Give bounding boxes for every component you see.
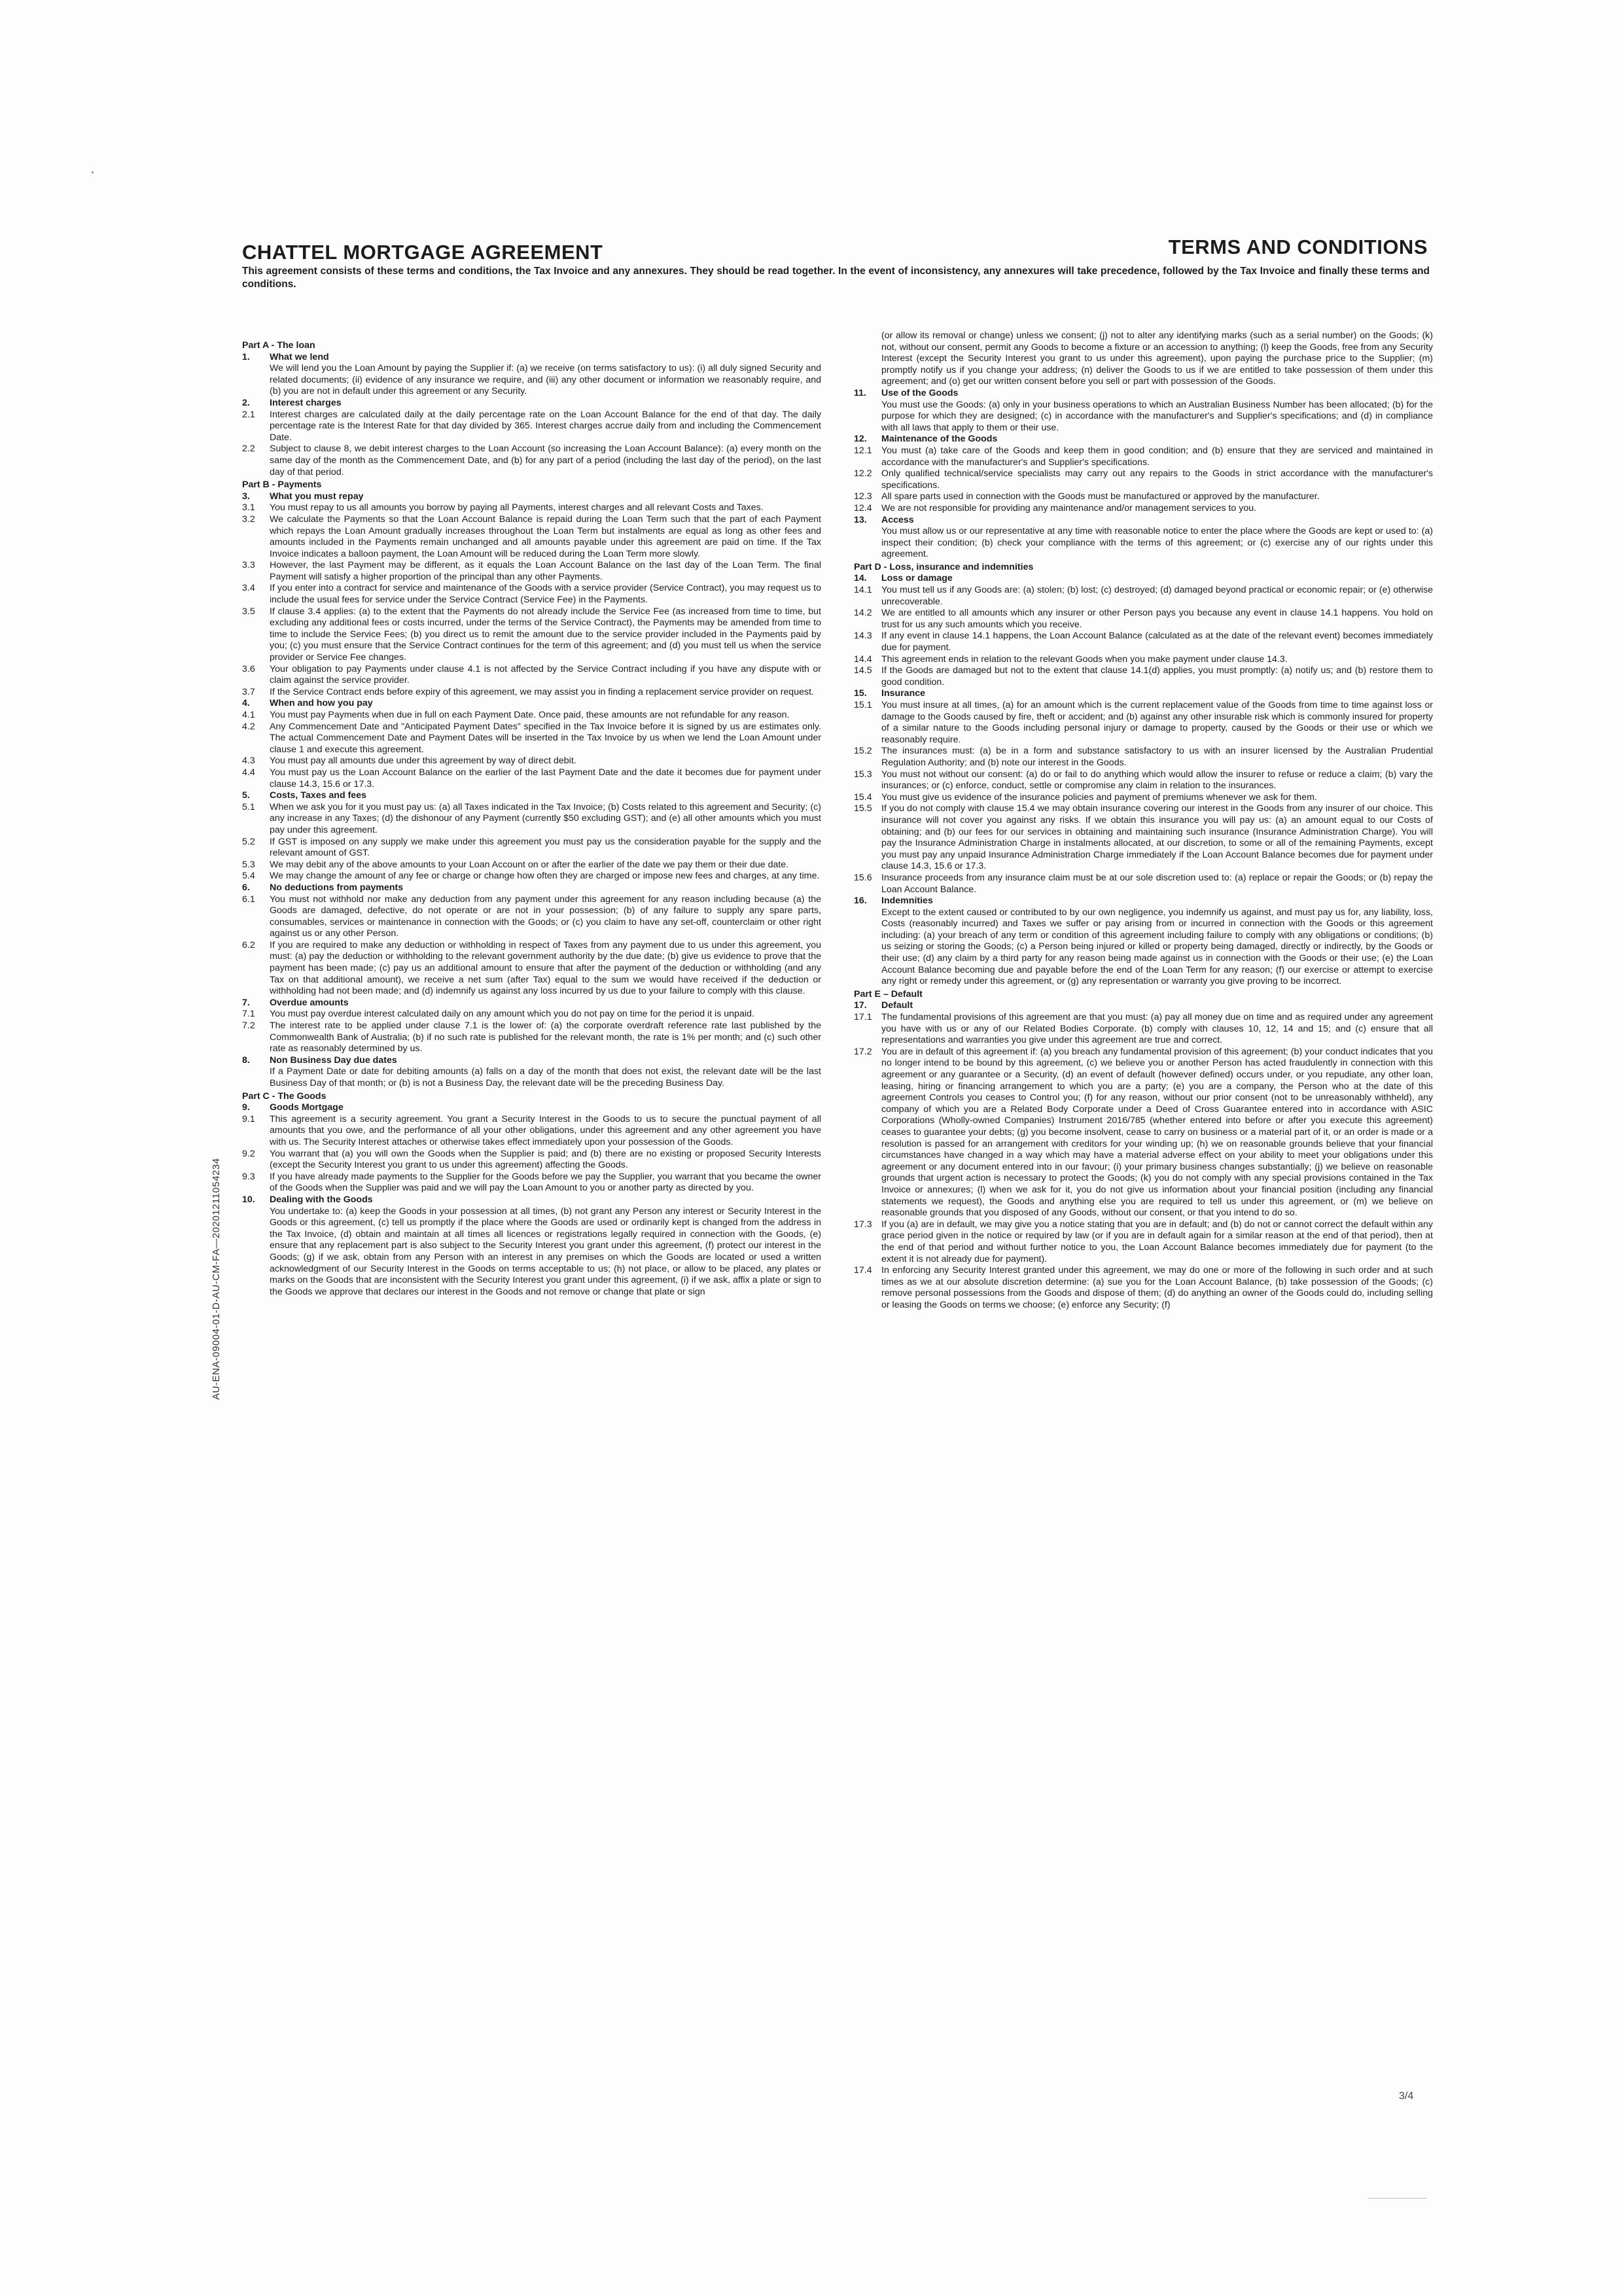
clause-text: You must not withhold nor make any deduction from any payment under this agreement for any reason including because (a) the Goods are damaged, defective, do not operate or are not in your possession; (b) of any failure to supply any spare parts, consumables, services or maintenance in connection with the Goods; or (c) you claim to have any set-off, counterclaim or other right against us or any other Person. — [270, 894, 821, 939]
clause-heading — [854, 1000, 1433, 1012]
clause-paragraph — [854, 631, 1433, 653]
clause-number: 3.4 — [242, 583, 255, 594]
clause-text: You are in default of this agreement if: (a) you breach any fundamental provision of this agreement; (b) your conduct indicates that you no longer intend to be bound by this agreement, (c) we believe you or another Person has acted fraudulently in connection with this agreement or any guarantee or a Security, (d) an event of default (however defined) occurs under, or you repudiate, any other loan, leasing, hiring or financing arrangement to which you are a party; (e) you are a company, the Person who at the date of this agreement Controls you ceases to Control you; (f) for any reason, without our prior consent (not to be unreasonably withheld), any company of which you are a Related Body Corporate under a Deed of Cross Guarantee entered into in accordance with ASIC Corporations (Wholly-owned Companies) Instrument 2016/785 (whether entered into before or after you execute this agreement) ceases to guarantee your debts; (g) you become insolvent, cease to carry on business or a material part of it, or an order is made or a resolution is passed for an arrangement with creditors for your winding up; (h) we on reasonable grounds believe that your financial circumstances have changed in a way which may have a material adverse effect on your ability to meet your obligations under this agreement or any document entered into in our favour; (i) your primary business changes substantially; (j) we believe on reasonable grounds that urgent action is necessary to protect the Goods; (k) you do not comply with any special provisions contained in the Tax Invoice or annexures; (l) when we ask for it, you do not give us information about your financial position (including any financial statements we request), the Goods and anything else you are required to tell us under this agreement, or (m) we believe on reasonable grounds that you disposed of any Goods, without our consent, or that you intend to do so. — [881, 1046, 1433, 1219]
clause-paragraph — [854, 792, 1433, 804]
clause-paragraph — [242, 1020, 821, 1055]
clause-heading-text: Indemnities — [881, 896, 933, 907]
clause-text: We are entitled to all amounts which any insurer or other Person pays you because any event in clause 14.1 happens. You hold on trust for us any such amounts which you receive. — [881, 608, 1433, 630]
clause-number: 17.4 — [854, 1265, 872, 1276]
clause-number: 6. — [242, 882, 250, 893]
clause-number: 3.6 — [242, 663, 255, 674]
clause-number: 17.2 — [854, 1046, 872, 1057]
clause-number: 14.2 — [854, 608, 872, 619]
clause-paragraph — [854, 654, 1433, 666]
clause-heading — [242, 1194, 821, 1206]
clause-number: 14.3 — [854, 631, 872, 642]
clause-number: 14.4 — [854, 653, 872, 665]
clause-text: When we ask you for it you must pay us: (a) all Taxes indicated in the Tax Invoice; (b) Costs related to this agreement and Security; (c) any increase in any Taxes; (d) the dishonour of any Payment (currently $50 excluding GST); and (e) all other amounts which you must pay under this agreement. — [270, 801, 821, 835]
clause-number: 6.2 — [242, 939, 255, 950]
clause-number: 3. — [242, 491, 250, 502]
clause-number: 13. — [854, 514, 867, 525]
clause-text: You warrant that (a) you will own the Goods when the Supplier is paid; and (b) there are no existing or proposed Security Interests (except the Security Interest you grant to us under this agreement) affecting the Goods. — [270, 1148, 821, 1171]
clause-paragraph — [854, 803, 1433, 873]
clause-paragraph — [242, 871, 821, 882]
clause-heading-text: Non Business Day due dates — [270, 1054, 397, 1066]
clause-number: 15.1 — [854, 700, 872, 710]
clause-text: The insurances must: (a) be in a form and substance satisfactory to us with an insurer licensed by the Australian Prudential Regulation Authority; and (b) note our interest in the Goods. — [881, 746, 1433, 768]
clause-number: 15.6 — [854, 872, 872, 883]
clause-number: 9. — [242, 1102, 250, 1113]
clause-number: 3.7 — [242, 686, 255, 697]
clause-paragraph — [242, 664, 821, 687]
clause-paragraph — [242, 583, 821, 606]
clause-paragraph — [854, 503, 1433, 515]
clause-text: This agreement is a security agreement. You grant a Security Interest in the Goods to us to secure the punctual payment of all amounts that you owe, and the performance of all your other obligations, under this agreement and any other agreement you have with us. The Security Interest attaches or otherwise takes effect immediately upon your possession of the Goods. — [270, 1113, 821, 1147]
clause-paragraph — [854, 769, 1433, 792]
clause-paragraph — [242, 722, 821, 756]
body-paragraph: You undertake to: (a) keep the Goods in your possession at all times, (b) not grant any Person any interest or Security Interest in the Goods or this agreement, (c) tell us promptly if the place where the Goods are used or ordinarily kept is changed from the address in the Tax Invoice, (d) obtain and maintain at all times all licences or registrations legally required in connection with the Goods, (e) ensure that any replacement part is also subject to the Security Interest you grant under this agreement, (f) protect our interest in the Goods; (g) if we ask, obtain from any Person with an interest in any premises on which the Goods are located or used a written acknowledgment of our Security Interest in the Goods on terms acceptable to us; (h) not place, or allow to be placed, any plates or marks on the Goods that are inconsistent with the Security Interest you grant under this agreement, (i) if we ask, affix a plate or sign to the Goods we approve that declares our interest in the Goods and not remove or change that plate or sign — [270, 1206, 821, 1297]
body-paragraph: Except to the extent caused or contributed to by our own negligence, you indemnify us against, and must pay us for, any liability, loss, Costs (reasonably incurred) and Taxes we suffer or pay arising from or incurred in connection with the Goods or this agreement including: (a) your breach of any term or condition of this agreement including failure to comply with any obligations or conditions; (b) us seizing or storing the Goods; (c) a Person being injured or killed or property being damaged, directly or indirectly, by the Goods or their use; (d) any claim by a third party for any reason being made against us in connection with the Goods or their use; (e) the Loan Account Balance becoming due and payable before the end of the Loan Term for any reason; (f) our exercise or attempt to exercise any right or remedy under this agreement, or (g) any representation or warranty you give proving to be incorrect. — [881, 907, 1433, 987]
clause-text: If the Service Contract ends before expiry of this agreement, we may assist you in finding a replacement service provider on request. — [270, 686, 814, 697]
clause-heading — [242, 1055, 821, 1067]
clause-number: 17. — [854, 1000, 867, 1011]
clause-text: We may change the amount of any fee or charge or change how often they are charged or impose new fees and charges, at any time. — [270, 871, 820, 882]
clause-text: If you (a) are in default, we may give you a notice stating that you are in default; and (b) do not or cannot correct the default within any grace period given in the notice or required by law (or if you are in default again for a similar reason at the end of that period), then at the end of that period and without further notice to you, the Loan Account Balance becomes immediately due for payment (to the extent it is not already due for payment). — [881, 1219, 1433, 1264]
clause-paragraph — [854, 665, 1433, 688]
clause-paragraph — [854, 1047, 1433, 1219]
clause-number: 3.2 — [242, 513, 255, 525]
clause-paragraph — [242, 606, 821, 664]
clause-paragraph — [854, 700, 1433, 746]
clause-heading-text: Use of the Goods — [881, 387, 959, 398]
clause-text: You must tell us if any Goods are: (a) stolen; (b) lost; (c) destroyed; (d) damaged beyond practical or economic repair; or (e) otherwise unrecoverable. — [881, 585, 1433, 607]
clause-paragraph — [854, 1265, 1433, 1311]
clause-number: 12.2 — [854, 468, 872, 479]
clause-text: If clause 3.4 applies: (a) to the extent that the Payments do not already include the Service Fee (as increased from time to time, but excluding any additional fees or costs incurred, under the terms of the Service Contract), the Payments may be amended from time to time to include the Service Fees; (b) you direct us to remit the amount due to the service provider included in the Payments paid by you; (c) you must ensure that the Service Contract continues for the term of this agreement; and (d) you must tell us when the service provider or Service Fee changes. — [270, 606, 821, 663]
clause-number: 7. — [242, 997, 250, 1008]
clause-paragraph — [242, 1009, 821, 1020]
clause-paragraph — [242, 1149, 821, 1172]
clause-text: Only qualified technical/service specialists may carry out any repairs to the Goods in strict accordance with the manufacturer's specifications. — [881, 468, 1433, 491]
clause-paragraph — [854, 1012, 1433, 1047]
clause-number: 4. — [242, 698, 250, 709]
clause-text: Your obligation to pay Payments under clause 4.1 is not affected by the Service Contract including if you have any dispute with or claim against the service provider. — [270, 663, 821, 686]
clause-paragraph — [242, 687, 821, 699]
clause-heading — [242, 998, 821, 1009]
clause-number: 15.4 — [854, 791, 872, 803]
clause-number: 1. — [242, 351, 250, 362]
scan-artifact-line — [1368, 2198, 1426, 2199]
clause-number: 7.1 — [242, 1009, 255, 1020]
clause-paragraph — [242, 560, 821, 583]
clause-text: If GST is imposed on any supply we make under this agreement you must pay us the consideration payable for the supply and the relevant amount of GST. — [270, 836, 821, 859]
clause-paragraph — [242, 860, 821, 871]
clause-paragraph — [242, 514, 821, 560]
clause-heading — [242, 1102, 821, 1114]
part-heading: Part B - Payments — [242, 479, 322, 491]
clause-number: 4.4 — [242, 767, 255, 778]
clause-number: 15.2 — [854, 746, 872, 757]
terms-heading: TERMS AND CONDITIONS — [1168, 235, 1428, 258]
clause-number: 12.4 — [854, 502, 872, 513]
clause-heading-text: Default — [881, 1000, 913, 1011]
clause-text: We may debit any of the above amounts to your Loan Account on or after the earlier of the date we pay them or their due date. — [270, 859, 789, 870]
clause-heading — [242, 790, 821, 802]
left-column — [242, 339, 821, 1298]
clause-heading-text: No deductions from payments — [270, 882, 404, 893]
body-paragraph: If a Payment Date or date for debiting amounts (a) falls on a day of the month that does not exist, the relevant date will be the last Business Day of that month; or (b) is not a Business Day, the relevant date will be the preceding Business Day. — [270, 1066, 821, 1088]
clause-heading — [242, 352, 821, 364]
clause-heading-text: Dealing with the Goods — [270, 1194, 373, 1205]
clause-number: 2.2 — [242, 444, 255, 455]
clause-text: You must pay overdue interest calculated daily on any amount which you do not pay on time for the period it is unpaid. — [270, 1009, 754, 1020]
clause-number: 8. — [242, 1054, 250, 1066]
clause-text: Interest charges are calculated daily at the daily percentage rate on the Loan Account Balance for the end of that day. The daily percentage rate is the Interest Rate for that day divided by 365. Interest charges accrue daily from and including the Commencement Date. — [270, 409, 821, 443]
clause-text: You must pay Payments when due in full on each Payment Date. Once paid, these amounts are not refundable for any reason. — [270, 710, 790, 720]
clause-heading — [242, 698, 821, 710]
clause-paragraph — [242, 502, 821, 514]
clause-heading — [854, 434, 1433, 445]
clause-text: You must repay to us all amounts you borrow by paying all Payments, interest charges and all relevant Costs and Taxes. — [270, 502, 764, 513]
clause-heading-text: Overdue amounts — [270, 997, 349, 1008]
clause-number: 12.3 — [854, 491, 872, 502]
clause-text: You must pay all amounts due under this agreement by way of direct debit. — [270, 756, 576, 767]
clause-text: If you have already made payments to the Supplier for the Goods before we pay the Supplier, you warrant that you became the owner of the Goods when the Supplier was paid and we will pay the Loan Amount to you or another party as directed by you. — [270, 1171, 821, 1194]
clause-text: If you are required to make any deduction or withholding in respect of Taxes from any payment due to us under this agreement, you must: (a) pay the deduction or withholding to the relevant government authority by the due date; (b) give us evidence to prove that the payment has been made; (c) pay us an additional amount to ensure that after the payment of the deduction or withholding (and any Tax on that additional amount), we receive a net sum (after Tax) equal to the sum we would have received if the deduction or withholding had not been made; and (d) indemnify us against any loss incurred by us due to your failure to comply with this clause. — [270, 939, 821, 997]
clause-text: This agreement ends in relation to the relevant Goods when you make payment under clause 14.3. — [881, 653, 1288, 665]
clause-text: However, the last Payment may be different, as it equals the Loan Account Balance on the last day of the Loan Term. The final Payment will satisfy a higher proportion of the principal than any other Payments. — [270, 560, 821, 582]
clause-text: You must (a) take care of the Goods and keep them in good condition; and (b) ensure that they are serviced and maintained in accordance with the manufacturer's and Supplier's specifications. — [881, 445, 1433, 468]
clause-paragraph — [242, 767, 821, 790]
clause-text: If the Goods are damaged but not to the extent that clause 14.1(d) applies, you must promptly: (a) notify us; and (b) restore them to good condition. — [881, 665, 1433, 687]
clause-text: All spare parts used in connection with the Goods must be manufactured or approved by the manufacturer. — [881, 491, 1320, 502]
clause-number: 5.1 — [242, 801, 255, 812]
clause-number: 14.5 — [854, 665, 872, 676]
clause-heading — [242, 491, 821, 503]
clause-text: The fundamental provisions of this agreement are that you must: (a) pay all money due on time and as required under any agreement you have with us or any of our Related Bodies Corporate. (b) comply with clauses 10, 12, 14 and 15; and (c) ensure that all representations and warranties you give under this agreement are true and correct. — [881, 1012, 1433, 1046]
continued-paragraph: (or allow its removal or change) unless we consent; (j) not to alter any identifying marks (such as a serial number) on the Goods; (k) not, without our consent, permit any Goods to become a fixture or an accession to anything; (l) keep the Goods, free from any Security Interest (except the Security Interest you grant to us under this agreement), upon paying the purchase price to the Supplier; (m) promptly notify us if you change your address; (n) deliver the Goods to us if we are entitled to take possession of them under this agreement; and (o) get our written consent before you sell or part with possession of the Goods. — [881, 330, 1434, 387]
document-reference-id: AU-ENA-09004-01-D-AU-CM-FA—20201211054234 — [211, 1158, 222, 1400]
clause-paragraph — [242, 837, 821, 860]
clause-heading — [854, 573, 1433, 585]
clause-heading — [854, 515, 1433, 527]
clause-number: 15. — [854, 688, 867, 699]
clause-heading-text: When and how you pay — [270, 698, 373, 709]
part-heading: Part D - Loss, insurance and indemnities — [854, 561, 1034, 572]
clause-number: 5. — [242, 790, 250, 801]
clause-paragraph — [242, 409, 821, 444]
clause-number: 17.3 — [854, 1219, 872, 1230]
clause-number: 3.5 — [242, 606, 255, 617]
clause-heading-text: Access — [881, 514, 914, 525]
clause-text: You must not without our consent: (a) do or fail to do anything which would allow the insurer to refuse or reduce a claim; (b) vary the insurances; or (c) enforce, conduct, settle or compromise any claim in relation to the insurances. — [881, 769, 1433, 791]
clause-number: 12. — [854, 434, 867, 445]
clause-heading-text: Loss or damage — [881, 573, 953, 584]
clause-paragraph — [854, 1219, 1433, 1265]
part-heading: Part A - The loan — [242, 340, 315, 351]
clause-heading-text: Goods Mortgage — [270, 1102, 344, 1113]
clause-text: In enforcing any Security Interest granted under this agreement, we may do one or more of the following in such order and at such times as we at our absolute discretion determine: (a) sue you for the Loan Account Balance, (b) take possession of the Goods; (c) remove personal possessions from the Goods and dispose of them; (d) do anything an owner of the Goods could do, including selling or leasing the Goods on terms we choose; (e) enforce any Security; (f) — [881, 1265, 1433, 1310]
clause-number: 12.1 — [854, 445, 872, 456]
clause-text: Subject to clause 8, we debit interest charges to the Loan Account (so increasing the Loan Account Balance): (a) every month on the same day of the month as the Commencement Date, and (b) for any part of a period (including the last day of the period), on the last day of that period. — [270, 444, 821, 478]
clause-paragraph — [242, 1172, 821, 1194]
clause-text: Insurance proceeds from any insurance claim must be at our sole discretion used to: (a) replace or repair the Goods; or (b) repay the Loan Account Balance. — [881, 872, 1433, 895]
clause-text: You must give us evidence of the insurance policies and payment of premiums whenever we ask for them. — [881, 791, 1317, 803]
part-heading: Part E – Default — [854, 988, 923, 1000]
body-paragraph: We will lend you the Loan Amount by paying the Supplier if: (a) we receive (on terms satisfactory to us): (i) all duly signed Security and related documents; (ii) evidence of any insurance we require, and (iii) any other document or information we reasonably require, and (b) you are not in default under this agreement or any Security. — [270, 363, 821, 397]
clause-text: You must pay us the Loan Account Balance on the earlier of the last Payment Date and the date it becomes due for payment under clause 14.3, 15.6 or 17.3. — [270, 767, 821, 790]
clause-heading — [854, 388, 1433, 400]
clause-text: If you enter into a contract for service and maintenance of the Goods with a service provider (Service Contract), you may request us to include the usual fees for service under the Service Contract (Service Fee) in the Payments. — [270, 583, 821, 606]
clause-heading — [854, 688, 1433, 700]
clause-number: 5.4 — [242, 871, 255, 882]
clause-number: 2. — [242, 397, 250, 408]
right-column — [854, 330, 1433, 1311]
clause-number: 10. — [242, 1194, 255, 1205]
clause-number: 9.2 — [242, 1148, 255, 1159]
clause-number: 6.1 — [242, 894, 255, 905]
clause-heading-text: What you must repay — [270, 491, 364, 502]
clause-paragraph — [854, 608, 1433, 631]
clause-number: 9.1 — [242, 1113, 255, 1124]
clause-number: 5.2 — [242, 836, 255, 847]
clause-heading-text: Insurance — [881, 688, 926, 699]
clause-heading — [242, 398, 821, 409]
clause-paragraph — [242, 1114, 821, 1149]
clause-number: 4.1 — [242, 710, 255, 720]
clause-number: 9.3 — [242, 1171, 255, 1182]
scan-speck — [92, 171, 94, 173]
page-number: 3/4 — [1399, 2091, 1414, 2102]
clause-number: 15.5 — [854, 803, 872, 814]
clause-paragraph — [242, 802, 821, 837]
clause-text: You must insure at all times, (a) for an amount which is the current replacement value of the Goods from time to time against loss or damage to the Goods caused by fire, theft or accident; and (b) against any other insurable risk which is commonly insured for property of a similar nature to the Goods including personal injury or damage to property, caused by the Goods or their use or which we reasonably require. — [881, 700, 1433, 745]
clause-heading-text: What we lend — [270, 351, 329, 362]
body-paragraph: You must allow us or our representative at any time with reasonable notice to enter the place where the Goods are kept or used to: (a) inspect their condition; (b) check your compliance with the terms of this agreement; or (c) exercise any of our rights under this agreement. — [881, 526, 1433, 560]
clause-paragraph — [854, 491, 1433, 503]
clause-heading-text: Interest charges — [270, 397, 342, 408]
clause-number: 5.3 — [242, 859, 255, 870]
clause-number: 3.3 — [242, 560, 255, 571]
clause-number: 7.2 — [242, 1020, 255, 1032]
clause-number: 16. — [854, 896, 867, 907]
clause-paragraph — [242, 444, 821, 478]
clause-number: 4.2 — [242, 721, 255, 732]
clause-paragraph — [242, 940, 821, 998]
clause-number: 4.3 — [242, 756, 255, 767]
clause-paragraph — [854, 746, 1433, 769]
clause-text: Any Commencement Date and "Anticipated Payment Dates" specified in the Tax Invoice before it is signed by us are estimates only. The actual Commencement Date and Payment Dates will be inserted in the Tax Invoice by us when we lend the Loan Amount under clause 1 and execute this agreement. — [270, 721, 821, 755]
clause-text: We are not responsible for providing any maintenance and/or management services to you. — [881, 502, 1257, 513]
clause-paragraph — [242, 710, 821, 722]
document-title: CHATTEL MORTGAGE AGREEMENT — [242, 241, 603, 264]
intro-paragraph: This agreement consists of these terms and conditions, the Tax Invoice and any annexures. They should be read together. In the event of inconsistency, any annexures will take precedence, followed by the Tax Invoice and finally these terms and conditions. — [242, 266, 1430, 290]
clause-number: 15.3 — [854, 769, 872, 780]
clause-heading-text: Costs, Taxes and fees — [270, 790, 366, 801]
clause-heading — [854, 896, 1433, 907]
clause-text: If you do not comply with clause 15.4 we may obtain insurance covering our interest in the Goods from any insurer of our choice. This insurance will not cover you against any risks. If we obtain this insurance you will pay us: (a) an amount equal to our Costs of obtaining; and (b) our fees for our services in obtaining and maintaining such insurance (Insurance Administration Charge). You will pay the Insurance Administration Charge in instalments allocated, at our discretion, to some or all of the remaining Payments, except you must pay any unpaid Insurance Administration Charge immediately if the Loan Account Balance becomes due for payment under clause 14.3, 15.6 or 17.3. — [881, 803, 1433, 872]
clause-heading — [242, 882, 821, 894]
clause-number: 11. — [854, 387, 866, 398]
clause-paragraph — [854, 468, 1433, 491]
clause-text: If any event in clause 14.1 happens, the Loan Account Balance (calculated as at the date of the relevant event) becomes immediately due for payment. — [881, 631, 1433, 653]
clause-number: 3.1 — [242, 502, 255, 513]
clause-number: 17.1 — [854, 1012, 872, 1023]
clause-text: We calculate the Payments so that the Loan Account Balance is repaid during the Loan Term such that the part of each Payment which repays the Loan Amount gradually increases throughout the Loan Term but instalments are equal as long as other fees and amounts included in the Payments remain unchanged and all amounts payable under this agreement are paid on time. If the Tax Invoice indicates a balloon payment, the Loan Amount will be reduced during the Loan Term more slowly. — [270, 513, 821, 559]
clause-heading-text: Maintenance of the Goods — [881, 434, 998, 445]
clause-paragraph — [242, 756, 821, 767]
clause-paragraph — [854, 873, 1433, 896]
clause-paragraph — [854, 445, 1433, 468]
clause-number: 2.1 — [242, 409, 255, 420]
body-paragraph: You must use the Goods: (a) only in your business operations to which an Australian Business Number has been allocated; (b) for the purpose for which they are designed; (c) in accordance with the manufacturer's and Supplier's specifications; and (d) in compliance with all laws that apply to them or their use. — [881, 399, 1433, 433]
clause-text: The interest rate to be applied under clause 7.1 is the lower of: (a) the corporate overdraft reference rate last published by the Commonwealth Bank of Australia; (b) if no such rate is published for the relevant month, the rate is 1% per month; and (c) such other rate as reasonably determined by us. — [270, 1020, 821, 1054]
clause-paragraph — [854, 585, 1433, 608]
part-heading: Part C - The Goods — [242, 1090, 327, 1102]
clause-paragraph — [242, 894, 821, 940]
clause-number: 14. — [854, 573, 867, 584]
clause-number: 14.1 — [854, 585, 872, 596]
